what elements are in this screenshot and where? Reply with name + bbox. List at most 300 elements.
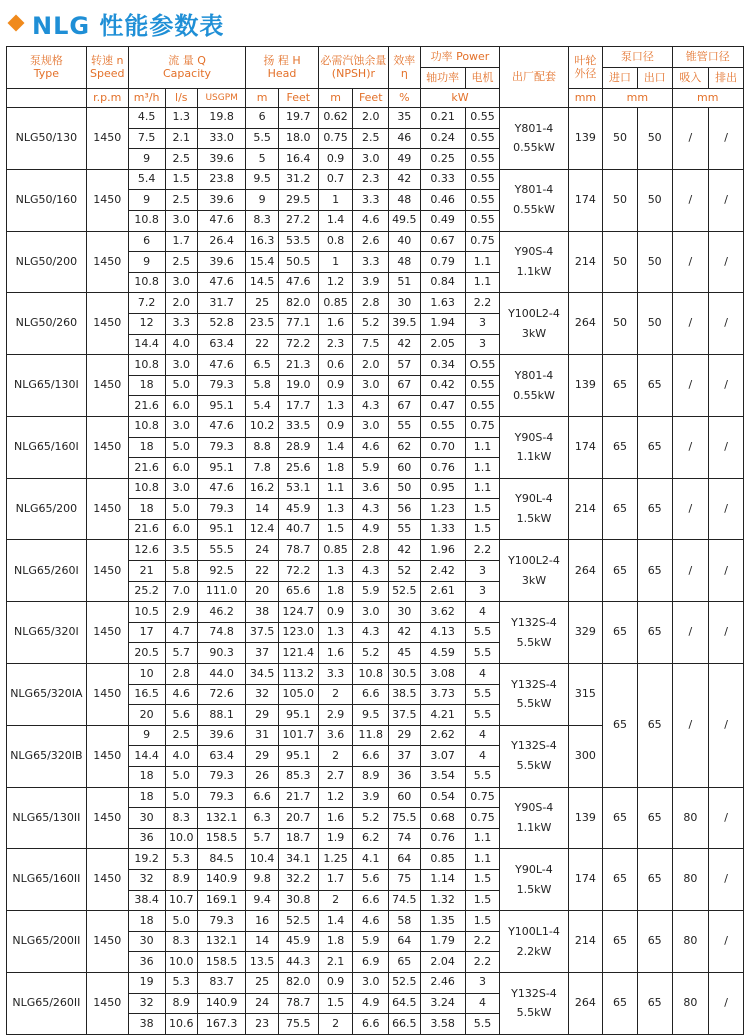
impeller-diameter: 214 xyxy=(568,911,603,973)
efficiency: 75 xyxy=(389,869,420,890)
npsh-feet: 6.9 xyxy=(353,952,389,973)
head-feet: 40.7 xyxy=(278,519,318,540)
flow-usgpm: 47.6 xyxy=(198,355,246,376)
flow-ls: 5.0 xyxy=(165,437,198,458)
motor-power: 0.75 xyxy=(465,231,500,252)
shaft-power: 0.21 xyxy=(420,108,465,129)
flow-usgpm: 132.1 xyxy=(198,808,246,829)
shaft-power: 3.54 xyxy=(420,767,465,788)
flow-ls: 3.0 xyxy=(165,210,198,231)
efficiency: 64 xyxy=(389,931,420,952)
motor-power: 4 xyxy=(465,602,500,623)
outlet-diameter: 65 xyxy=(637,602,672,664)
head-m: 16 xyxy=(246,911,279,932)
efficiency: 57 xyxy=(389,355,420,376)
efficiency: 52.5 xyxy=(389,581,420,602)
table-row xyxy=(7,787,744,808)
flow-m3h: 9 xyxy=(128,149,165,170)
discharge-diameter: / xyxy=(709,540,744,602)
head-m: 10.2 xyxy=(246,416,279,437)
head-m: 9.4 xyxy=(246,890,279,911)
flow-ls: 5.0 xyxy=(165,767,198,788)
flow-ls: 10.6 xyxy=(165,1014,198,1035)
npsh-feet: 7.5 xyxy=(353,334,389,355)
npsh-feet: 6.2 xyxy=(353,828,389,849)
npsh-m: 1.3 xyxy=(318,499,353,520)
flow-m3h: 30 xyxy=(128,931,165,952)
flow-m3h: 36 xyxy=(128,952,165,973)
discharge-diameter: / xyxy=(709,293,744,355)
shaft-power: 0.84 xyxy=(420,272,465,293)
header-head: 扬 程 H Head xyxy=(246,47,318,89)
efficiency: 65 xyxy=(389,952,420,973)
motor-power: 0.55 xyxy=(465,210,500,231)
flow-ls: 6.0 xyxy=(165,458,198,479)
npsh-m: 1.3 xyxy=(318,622,353,643)
npsh-feet: 2.8 xyxy=(353,540,389,561)
head-m: 29 xyxy=(246,746,279,767)
npsh-feet: 3.0 xyxy=(353,149,389,170)
factory-motor: Y90L-4 1.5kW xyxy=(500,478,568,540)
motor-power: 4 xyxy=(465,746,500,767)
pump-type: NLG65/260I xyxy=(7,540,87,602)
flow-m3h: 6 xyxy=(128,231,165,252)
head-feet: 53.5 xyxy=(278,231,318,252)
npsh-m: 0.9 xyxy=(318,375,353,396)
flow-m3h: 36 xyxy=(128,828,165,849)
motor-power: 0.75 xyxy=(465,787,500,808)
unit-usgpm: USGPM xyxy=(198,89,246,108)
factory-motor: Y801-4 0.55kW xyxy=(500,355,568,417)
header-impeller: 叶轮 外径 xyxy=(568,47,603,89)
performance-table xyxy=(6,46,744,1035)
factory-motor: Y90S-4 1.1kW xyxy=(500,787,568,849)
flow-m3h: 18 xyxy=(128,767,165,788)
head-m: 22 xyxy=(246,334,279,355)
npsh-m: 1.8 xyxy=(318,931,353,952)
head-m: 23 xyxy=(246,1014,279,1035)
flow-m3h: 10.8 xyxy=(128,272,165,293)
motor-power: O.55 xyxy=(465,355,500,376)
head-feet: 18.7 xyxy=(278,828,318,849)
header-suction: 吸入 xyxy=(672,68,709,89)
discharge-diameter: / xyxy=(709,231,744,293)
pump-type: NLG65/320IB xyxy=(7,725,87,787)
flow-ls: 4.7 xyxy=(165,622,198,643)
efficiency: 42 xyxy=(389,540,420,561)
outlet-diameter: 65 xyxy=(637,478,672,540)
inlet-diameter: 65 xyxy=(603,416,638,478)
unit-head-feet: Feet xyxy=(278,89,318,108)
pump-type: NLG50/260 xyxy=(7,293,87,355)
head-m: 37 xyxy=(246,643,279,664)
shaft-power: 3.58 xyxy=(420,1014,465,1035)
flow-ls: 10.0 xyxy=(165,828,198,849)
flow-m3h: 12 xyxy=(128,313,165,334)
flow-usgpm: 158.5 xyxy=(198,828,246,849)
shaft-power: 4.59 xyxy=(420,643,465,664)
npsh-feet: 5.9 xyxy=(353,458,389,479)
npsh-m: 1.7 xyxy=(318,869,353,890)
head-m: 14 xyxy=(246,499,279,520)
unit-head-m: m xyxy=(246,89,279,108)
npsh-m: 2 xyxy=(318,684,353,705)
npsh-feet: 3.0 xyxy=(353,416,389,437)
shaft-power: 0.76 xyxy=(420,828,465,849)
npsh-m: 2 xyxy=(318,746,353,767)
discharge-diameter: / xyxy=(709,478,744,540)
shaft-power: 1.94 xyxy=(420,313,465,334)
head-feet: 21.7 xyxy=(278,787,318,808)
flow-usgpm: 79.3 xyxy=(198,499,246,520)
flow-usgpm: 72.6 xyxy=(198,684,246,705)
head-m: 38 xyxy=(246,602,279,623)
flow-usgpm: 47.6 xyxy=(198,272,246,293)
head-feet: 52.5 xyxy=(278,911,318,932)
head-m: 6.3 xyxy=(246,808,279,829)
npsh-m: 0.6 xyxy=(318,355,353,376)
efficiency: 64.5 xyxy=(389,993,420,1014)
head-feet: 50.5 xyxy=(278,252,318,273)
head-feet: 65.6 xyxy=(278,581,318,602)
shaft-power: 0.49 xyxy=(420,210,465,231)
impeller-diameter: 329 xyxy=(568,602,603,664)
head-m: 25 xyxy=(246,293,279,314)
flow-usgpm: 19.8 xyxy=(198,108,246,129)
efficiency: 67 xyxy=(389,375,420,396)
inlet-diameter: 50 xyxy=(603,169,638,231)
flow-usgpm: 83.7 xyxy=(198,972,246,993)
flow-usgpm: 90.3 xyxy=(198,643,246,664)
pump-type: NLG50/200 xyxy=(7,231,87,293)
flow-ls: 2.5 xyxy=(165,252,198,273)
npsh-feet: 6.6 xyxy=(353,890,389,911)
unit-mm-pump: mm xyxy=(603,89,672,108)
efficiency: 67 xyxy=(389,396,420,417)
shaft-power: 0.46 xyxy=(420,190,465,211)
shaft-power: 1.33 xyxy=(420,519,465,540)
discharge-diameter: / xyxy=(709,169,744,231)
motor-power: 1.5 xyxy=(465,890,500,911)
npsh-feet: 5.9 xyxy=(353,581,389,602)
head-m: 10.4 xyxy=(246,849,279,870)
head-m: 24 xyxy=(246,993,279,1014)
npsh-feet: 2.0 xyxy=(353,355,389,376)
npsh-feet: 4.6 xyxy=(353,911,389,932)
flow-m3h: 38.4 xyxy=(128,890,165,911)
efficiency: 48 xyxy=(389,190,420,211)
npsh-m: 0.9 xyxy=(318,416,353,437)
head-m: 20 xyxy=(246,581,279,602)
flow-m3h: 9 xyxy=(128,725,165,746)
head-m: 16.2 xyxy=(246,478,279,499)
npsh-m: 0.9 xyxy=(318,972,353,993)
shaft-power: 0.68 xyxy=(420,808,465,829)
flow-ls: 3.3 xyxy=(165,313,198,334)
table-row xyxy=(7,416,744,437)
efficiency: 50 xyxy=(389,478,420,499)
head-m: 29 xyxy=(246,705,279,726)
npsh-m: 1.4 xyxy=(318,911,353,932)
flow-m3h: 10.8 xyxy=(128,210,165,231)
unit-kw: kW xyxy=(420,89,500,108)
flow-m3h: 12.6 xyxy=(128,540,165,561)
table-row xyxy=(7,231,744,252)
shaft-power: 1.63 xyxy=(420,293,465,314)
flow-usgpm: 169.1 xyxy=(198,890,246,911)
impeller-diameter: 174 xyxy=(568,169,603,231)
npsh-m: 1.9 xyxy=(318,828,353,849)
efficiency: 29 xyxy=(389,725,420,746)
speed-value: 1450 xyxy=(86,231,128,293)
suction-diameter: 80 xyxy=(672,972,709,1034)
npsh-feet: 2.0 xyxy=(353,108,389,129)
npsh-m: 1.4 xyxy=(318,437,353,458)
header-motor: 电机 xyxy=(465,68,500,89)
efficiency: 46 xyxy=(389,128,420,149)
header-inlet: 进口 xyxy=(603,68,638,89)
table-row xyxy=(7,602,744,623)
npsh-feet: 11.8 xyxy=(353,725,389,746)
flow-ls: 3.0 xyxy=(165,478,198,499)
discharge-diameter: / xyxy=(709,664,744,788)
diamond-icon xyxy=(8,15,25,32)
npsh-feet: 3.3 xyxy=(353,252,389,273)
inlet-diameter: 65 xyxy=(603,787,638,849)
motor-power: 5.5 xyxy=(465,1014,500,1035)
factory-motor: Y132S-4 5.5kW xyxy=(500,972,568,1034)
flow-ls: 5.0 xyxy=(165,375,198,396)
motor-power: 0.55 xyxy=(465,396,500,417)
flow-usgpm: 140.9 xyxy=(198,993,246,1014)
flow-m3h: 18 xyxy=(128,437,165,458)
npsh-m: 1.1 xyxy=(318,478,353,499)
head-feet: 75.5 xyxy=(278,1014,318,1035)
npsh-m: 2 xyxy=(318,890,353,911)
outlet-diameter: 50 xyxy=(637,108,672,170)
impeller-diameter: 174 xyxy=(568,416,603,478)
pump-type: NLG50/160 xyxy=(7,169,87,231)
head-feet: 34.1 xyxy=(278,849,318,870)
flow-ls: 4.0 xyxy=(165,746,198,767)
efficiency: 75.5 xyxy=(389,808,420,829)
flow-m3h: 32 xyxy=(128,869,165,890)
flow-usgpm: 33.0 xyxy=(198,128,246,149)
impeller-diameter: 139 xyxy=(568,355,603,417)
header-efficiency: 效率 η xyxy=(389,47,420,89)
factory-motor: Y100L2-4 3kW xyxy=(500,540,568,602)
shaft-power: 2.62 xyxy=(420,725,465,746)
head-m: 31 xyxy=(246,725,279,746)
flow-ls: 3.0 xyxy=(165,355,198,376)
shaft-power: 2.05 xyxy=(420,334,465,355)
motor-power: 2.2 xyxy=(465,952,500,973)
suction-diameter: / xyxy=(672,293,709,355)
head-feet: 29.5 xyxy=(278,190,318,211)
outlet-diameter: 50 xyxy=(637,169,672,231)
flow-ls: 8.9 xyxy=(165,869,198,890)
head-feet: 45.9 xyxy=(278,499,318,520)
flow-usgpm: 31.7 xyxy=(198,293,246,314)
flow-m3h: 19.2 xyxy=(128,849,165,870)
efficiency: 30 xyxy=(389,602,420,623)
inlet-diameter: 65 xyxy=(603,602,638,664)
head-m: 9.8 xyxy=(246,869,279,890)
efficiency: 52 xyxy=(389,561,420,582)
head-m: 12.4 xyxy=(246,519,279,540)
flow-m3h: 16.5 xyxy=(128,684,165,705)
outlet-diameter: 65 xyxy=(637,972,672,1034)
head-feet: 19.0 xyxy=(278,375,318,396)
page-title-bar xyxy=(0,0,750,46)
head-feet: 95.1 xyxy=(278,746,318,767)
outlet-diameter: 50 xyxy=(637,293,672,355)
suction-diameter: / xyxy=(672,478,709,540)
speed-value: 1450 xyxy=(86,540,128,602)
unit-npsh-m: m xyxy=(318,89,353,108)
suction-diameter: 80 xyxy=(672,787,709,849)
table-row xyxy=(7,478,744,499)
npsh-m: 2.1 xyxy=(318,952,353,973)
flow-usgpm: 47.6 xyxy=(198,210,246,231)
head-feet: 82.0 xyxy=(278,972,318,993)
header-outlet: 出口 xyxy=(637,68,672,89)
flow-ls: 8.3 xyxy=(165,931,198,952)
shaft-power: 3.07 xyxy=(420,746,465,767)
shaft-power: 3.24 xyxy=(420,993,465,1014)
flow-usgpm: 74.8 xyxy=(198,622,246,643)
shaft-power: 3.62 xyxy=(420,602,465,623)
efficiency: 52.5 xyxy=(389,972,420,993)
npsh-m: 1.6 xyxy=(318,643,353,664)
factory-motor: Y90S-4 1.1kW xyxy=(500,416,568,478)
unit-npsh-feet: Feet xyxy=(353,89,389,108)
header-pump-port: 泵口径 xyxy=(603,47,672,68)
npsh-m: 0.85 xyxy=(318,540,353,561)
shaft-power: 4.13 xyxy=(420,622,465,643)
flow-usgpm: 63.4 xyxy=(198,334,246,355)
speed-value: 1450 xyxy=(86,664,128,726)
efficiency: 60 xyxy=(389,458,420,479)
head-feet: 27.2 xyxy=(278,210,318,231)
npsh-feet: 3.0 xyxy=(353,602,389,623)
header-cone-port: 锥管口径 xyxy=(672,47,743,68)
npsh-feet: 6.6 xyxy=(353,1014,389,1035)
pump-type: NLG65/200 xyxy=(7,478,87,540)
efficiency: 40 xyxy=(389,231,420,252)
flow-m3h: 30 xyxy=(128,808,165,829)
npsh-feet: 4.6 xyxy=(353,437,389,458)
head-m: 23.5 xyxy=(246,313,279,334)
flow-ls: 5.7 xyxy=(165,643,198,664)
flow-usgpm: 140.9 xyxy=(198,869,246,890)
flow-ls: 4.0 xyxy=(165,334,198,355)
flow-m3h: 10.8 xyxy=(128,416,165,437)
speed-value: 1450 xyxy=(86,169,128,231)
motor-power: 2.2 xyxy=(465,293,500,314)
motor-power: 0.55 xyxy=(465,190,500,211)
flow-ls: 5.0 xyxy=(165,787,198,808)
npsh-feet: 4.3 xyxy=(353,499,389,520)
motor-power: 3 xyxy=(465,972,500,993)
impeller-diameter: 139 xyxy=(568,787,603,849)
pump-type: NLG50/130 xyxy=(7,108,87,170)
shaft-power: 1.35 xyxy=(420,911,465,932)
head-m: 6 xyxy=(246,108,279,129)
head-feet: 19.7 xyxy=(278,108,318,129)
table-row xyxy=(7,108,744,129)
suction-diameter: / xyxy=(672,602,709,664)
head-m: 5.7 xyxy=(246,828,279,849)
unit-pct: % xyxy=(389,89,420,108)
shaft-power: 0.76 xyxy=(420,458,465,479)
npsh-m: 1.3 xyxy=(318,396,353,417)
head-feet: 16.4 xyxy=(278,149,318,170)
flow-usgpm: 132.1 xyxy=(198,931,246,952)
npsh-m: 1 xyxy=(318,190,353,211)
suction-diameter: 80 xyxy=(672,849,709,911)
motor-power: 5.5 xyxy=(465,767,500,788)
flow-ls: 2.5 xyxy=(165,190,198,211)
head-feet: 30.8 xyxy=(278,890,318,911)
npsh-m: 1.5 xyxy=(318,993,353,1014)
efficiency: 39.5 xyxy=(389,313,420,334)
shaft-power: 2.04 xyxy=(420,952,465,973)
speed-value: 1450 xyxy=(86,911,128,973)
motor-power: 1.5 xyxy=(465,911,500,932)
speed-value: 1450 xyxy=(86,849,128,911)
speed-value: 1450 xyxy=(86,293,128,355)
motor-power: 3 xyxy=(465,561,500,582)
npsh-feet: 3.0 xyxy=(353,972,389,993)
shaft-power: 0.42 xyxy=(420,375,465,396)
outlet-diameter: 65 xyxy=(637,849,672,911)
head-feet: 101.7 xyxy=(278,725,318,746)
outlet-diameter: 65 xyxy=(637,911,672,973)
head-m: 5.4 xyxy=(246,396,279,417)
efficiency: 51 xyxy=(389,272,420,293)
header-npsh: 必需汽蚀余量 (NPSH)r xyxy=(318,47,388,89)
motor-power: 1.1 xyxy=(465,458,500,479)
head-feet: 18.0 xyxy=(278,128,318,149)
speed-value: 1450 xyxy=(86,602,128,664)
flow-m3h: 21.6 xyxy=(128,519,165,540)
flow-usgpm: 79.3 xyxy=(198,911,246,932)
inlet-diameter: 65 xyxy=(603,664,638,788)
shaft-power: 2.46 xyxy=(420,972,465,993)
efficiency: 37.5 xyxy=(389,705,420,726)
inlet-diameter: 65 xyxy=(603,540,638,602)
flow-m3h: 20 xyxy=(128,705,165,726)
impeller-diameter: 300 xyxy=(568,725,603,787)
flow-ls: 3.5 xyxy=(165,540,198,561)
flow-usgpm: 39.6 xyxy=(198,190,246,211)
npsh-m: 0.9 xyxy=(318,149,353,170)
flow-ls: 2.5 xyxy=(165,149,198,170)
head-feet: 72.2 xyxy=(278,334,318,355)
npsh-feet: 3.0 xyxy=(353,375,389,396)
efficiency: 66.5 xyxy=(389,1014,420,1035)
motor-power: 1.1 xyxy=(465,828,500,849)
motor-power: 4 xyxy=(465,993,500,1014)
npsh-m: 1.25 xyxy=(318,849,353,870)
discharge-diameter: / xyxy=(709,849,744,911)
npsh-m: 1.2 xyxy=(318,272,353,293)
flow-usgpm: 47.6 xyxy=(198,478,246,499)
flow-usgpm: 158.5 xyxy=(198,952,246,973)
flow-usgpm: 95.1 xyxy=(198,396,246,417)
head-feet: 78.7 xyxy=(278,993,318,1014)
